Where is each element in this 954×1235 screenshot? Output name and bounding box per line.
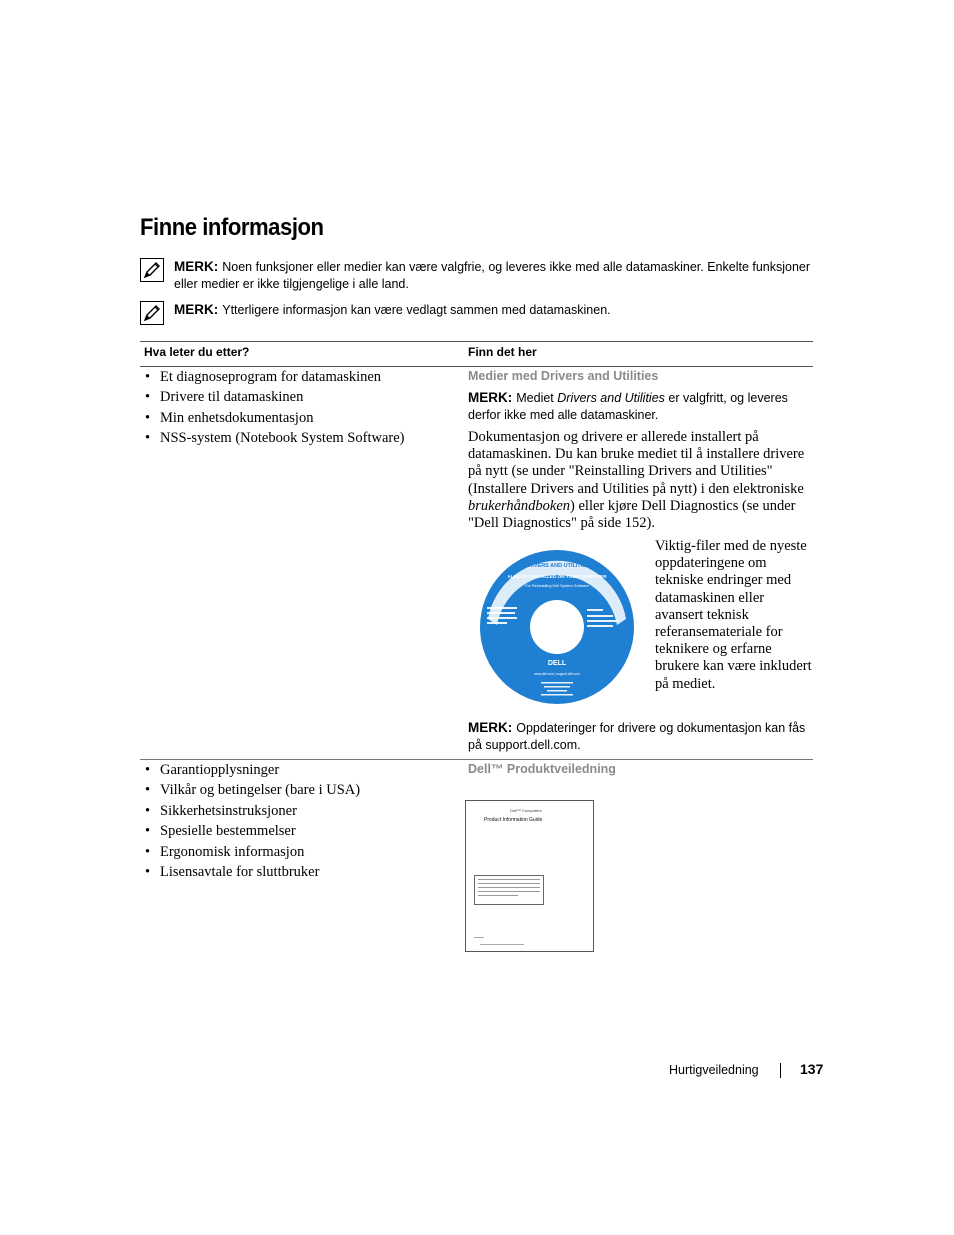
note-text: er valgfritt, og leveres derfor ikke med alle datamaskiner. bbox=[468, 391, 788, 422]
cd-band1: DRIVERS AND UTILITIES bbox=[524, 563, 590, 569]
note-emphasis: Drivers and Utilities bbox=[557, 391, 665, 405]
table-top-rule bbox=[140, 341, 813, 342]
pencil-note-icon bbox=[140, 258, 164, 282]
row1-note bbox=[468, 389, 813, 424]
list-item: • Garantiopplysninger bbox=[140, 760, 360, 780]
row2-heading: Dell™ Produktveiledning bbox=[468, 762, 616, 776]
row2-list bbox=[140, 760, 360, 882]
guide-title: Product Information Guide bbox=[484, 817, 543, 823]
note-text: Mediet bbox=[516, 391, 558, 405]
list-item: • Min enhetsdokumentasjon bbox=[140, 408, 404, 428]
paragraph-emphasis: brukerhåndboken bbox=[468, 497, 571, 514]
list-item: • NSS-system (Notebook System Software) bbox=[140, 428, 404, 448]
table-header-where: Finn det her bbox=[468, 345, 537, 359]
product-guide-image bbox=[465, 800, 594, 952]
paragraph-text: Dokumentasjon og drivere er allerede installert på datamaskinen. Du kan bruke mediet til å installere drivere på nytt (se under "Reinstalling Drivers and Utilities" (Installere Drivers and Utilities på nytt) i den elektroniske bbox=[468, 429, 805, 497]
cd-url: www.dell.com | support.dell.com bbox=[534, 672, 580, 676]
list-item: • Sikkerhetsinstruksjoner bbox=[140, 801, 360, 821]
note-2 bbox=[140, 301, 815, 319]
support-link[interactable]: support.dell.com bbox=[485, 738, 578, 752]
table-header-what: Hva leter du etter? bbox=[144, 345, 250, 359]
guide-notice-box bbox=[474, 875, 544, 905]
list-item: • Vilkår og betingelser (bare i USA) bbox=[140, 780, 360, 800]
cd-band3: For Reinstalling Dell System Software bbox=[525, 584, 589, 588]
row1-side-text: Viktig-filer med de nyeste oppdateringene om tekniske endringer med datamaskinen eller avansert teknisk referansemateriale for teknikere og erfarne brukere kan være inkludert på mediet. bbox=[655, 538, 812, 692]
footer-separator bbox=[780, 1063, 781, 1078]
drivers-utilities-cd-image bbox=[479, 549, 635, 705]
page-number: 137 bbox=[800, 1061, 824, 1077]
note-text: Noen funksjoner eller medier kan være valgfrie, og leveres ikke med alle datamaskiner. Enkelte funksjoner eller medier er ikke tilgjengelige i alle land. bbox=[174, 260, 811, 291]
cd-band2: ALREADY INSTALLED ON YOUR COMPUTER bbox=[507, 574, 607, 579]
note-text: . bbox=[577, 738, 581, 752]
note-label: MERK: bbox=[174, 302, 219, 317]
list-item: • Spesielle bestemmelser bbox=[140, 821, 360, 841]
row1-note2 bbox=[468, 719, 813, 754]
pencil-note-icon bbox=[140, 301, 164, 325]
list-item: • Et diagnoseprogram for datamaskinen bbox=[140, 367, 404, 387]
list-item: • Ergonomisk informasjon bbox=[140, 842, 360, 862]
row1-paragraph bbox=[468, 429, 813, 532]
footer-label: Hurtigveiledning bbox=[669, 1063, 759, 1077]
note-label: MERK: bbox=[468, 720, 513, 735]
row1-heading: Medier med Drivers and Utilities bbox=[468, 369, 659, 383]
note-text: Oppdateringer for drivere og dokumentasjon kan fås på bbox=[468, 721, 806, 752]
cd-brand: DELL bbox=[547, 660, 567, 667]
list-item: • Drivere til datamaskinen bbox=[140, 387, 404, 407]
page-title: Finne informasjon bbox=[140, 214, 324, 241]
note-text: Ytterligere informasjon kan være vedlagt sammen med datamaskinen. bbox=[222, 303, 611, 317]
list-item: • Lisensavtale for sluttbruker bbox=[140, 862, 360, 882]
note-label: MERK: bbox=[174, 259, 219, 274]
note-label: MERK: bbox=[468, 390, 513, 405]
row1-list bbox=[140, 367, 404, 449]
cd-hole bbox=[530, 600, 584, 654]
paragraph-text: ) eller kjøre Dell Diagnostics (se under "Dell Diagnostics" på side 152). bbox=[468, 497, 796, 532]
note-1 bbox=[140, 258, 815, 293]
guide-brand: Dell™ Computers bbox=[510, 808, 542, 813]
